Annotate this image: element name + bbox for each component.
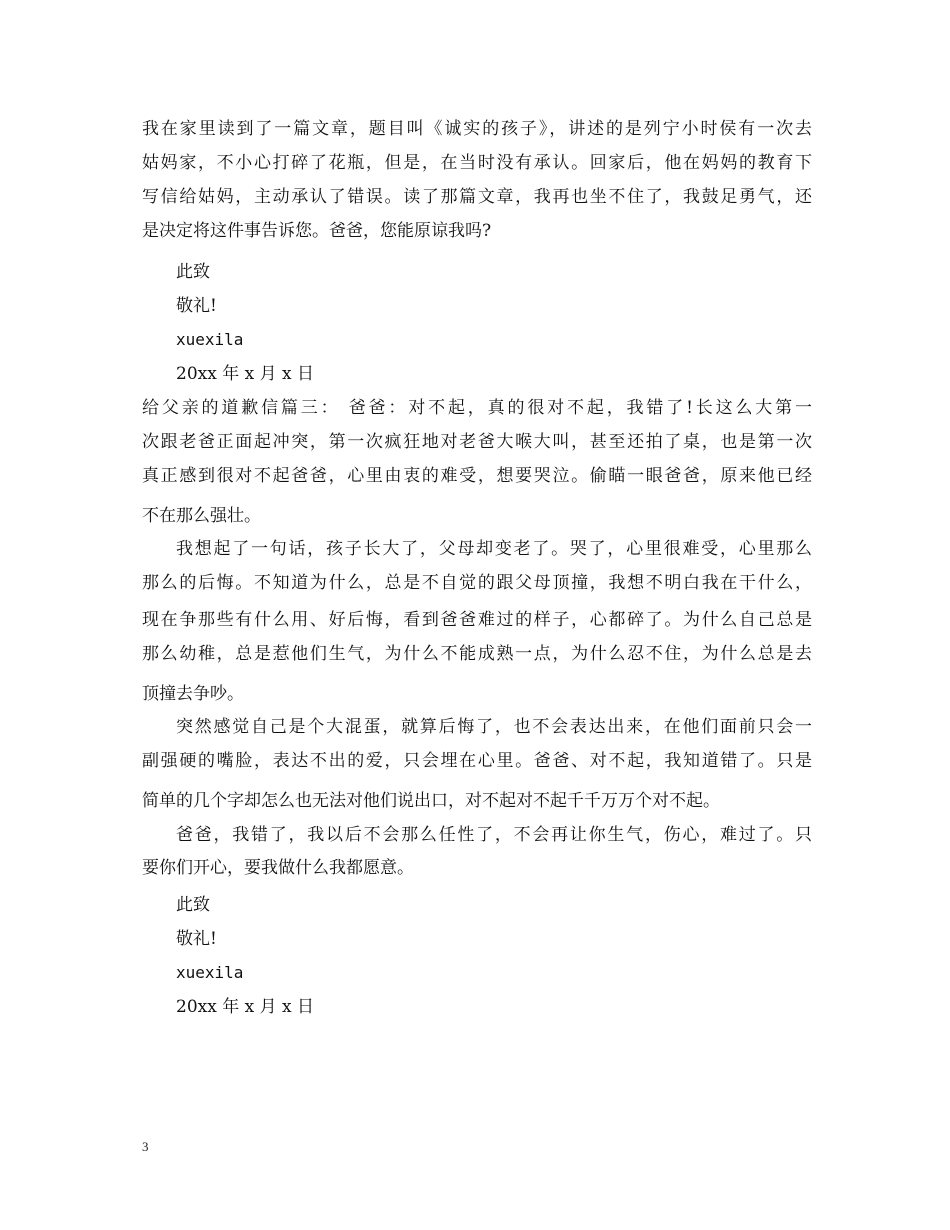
text-line: 那么的后悔。不知道为什么，总是不自觉的跟父母顶撞，我想不明白我在干什么，	[142, 573, 812, 593]
text-line: 真正感到很对不起爸爸，心里由衷的难受，想要哭泣。偷瞄一眼爸爸，原来他已经	[142, 466, 812, 486]
closing-regards: 敬礼!	[176, 296, 217, 316]
text-line: 是决定将这件事告诉您。爸爸，您能原谅我吗?	[142, 221, 492, 241]
text-line: 不在那么强壮。	[142, 506, 261, 526]
closing-regards: 敬礼!	[176, 929, 217, 949]
text-line: 写信给姑妈，主动承认了错误。读了那篇文章，我再也坐不住了，我鼓足勇气，还	[142, 187, 812, 207]
date-line: 20xx 年 x 月 x 日	[176, 997, 315, 1017]
signature: xuexila	[176, 963, 244, 982]
text-line: 要你们开心，要我做什么我都愿意。	[142, 858, 414, 878]
text-line: 现在争那些有什么用、好后悔，看到爸爸难过的样子，心都碎了。为什么自己总是	[142, 610, 812, 630]
page-number: 3	[142, 1139, 149, 1154]
date-line: 20xx 年 x 月 x 日	[176, 364, 315, 384]
text-line: 次跟老爸正面起冲突，第一次疯狂地对老爸大喉大叫，甚至还拍了桌，也是第一次	[142, 432, 812, 452]
paragraph-start: 突然感觉自己是个大混蛋，就算后悔了，也不会表达出来，在他们面前只会一	[176, 717, 812, 737]
paragraph-start: 爸爸，我错了，我以后不会那么任性了，不会再让你生气，伤心，难过了。只	[176, 825, 812, 845]
section-heading-line: 给父亲的道歉信篇三： 爸爸：对不起，真的很对不起，我错了!长这么大第一	[142, 398, 812, 418]
paragraph-start: 我想起了一句话，孩子长大了，父母却变老了。哭了，心里很难受，心里那么	[176, 539, 812, 559]
text-line: 副强硬的嘴脸，表达不出的爱，只会埋在心里。爸爸、对不起，我知道错了。只是	[142, 751, 812, 771]
text-line: 我在家里读到了一篇文章，题目叫《诚实的孩子》，讲述的是列宁小时侯有一次去	[142, 119, 812, 139]
text-line: 姑妈家，不小心打碎了花瓶，但是，在当时没有承认。回家后，他在妈妈的教育下	[142, 153, 812, 173]
signature: xuexila	[176, 330, 244, 349]
text-line: 简单的几个字却怎么也无法对他们说出口，对不起对不起千千万万个对不起。	[142, 791, 720, 811]
closing-salutation: 此致	[176, 895, 210, 915]
text-line: 顶撞去争吵。	[142, 684, 244, 704]
text-line: 那么幼稚，总是惹他们生气，为什么不能成熟一点，为什么忍不住，为什么总是去	[142, 644, 812, 664]
closing-salutation: 此致	[176, 262, 210, 282]
